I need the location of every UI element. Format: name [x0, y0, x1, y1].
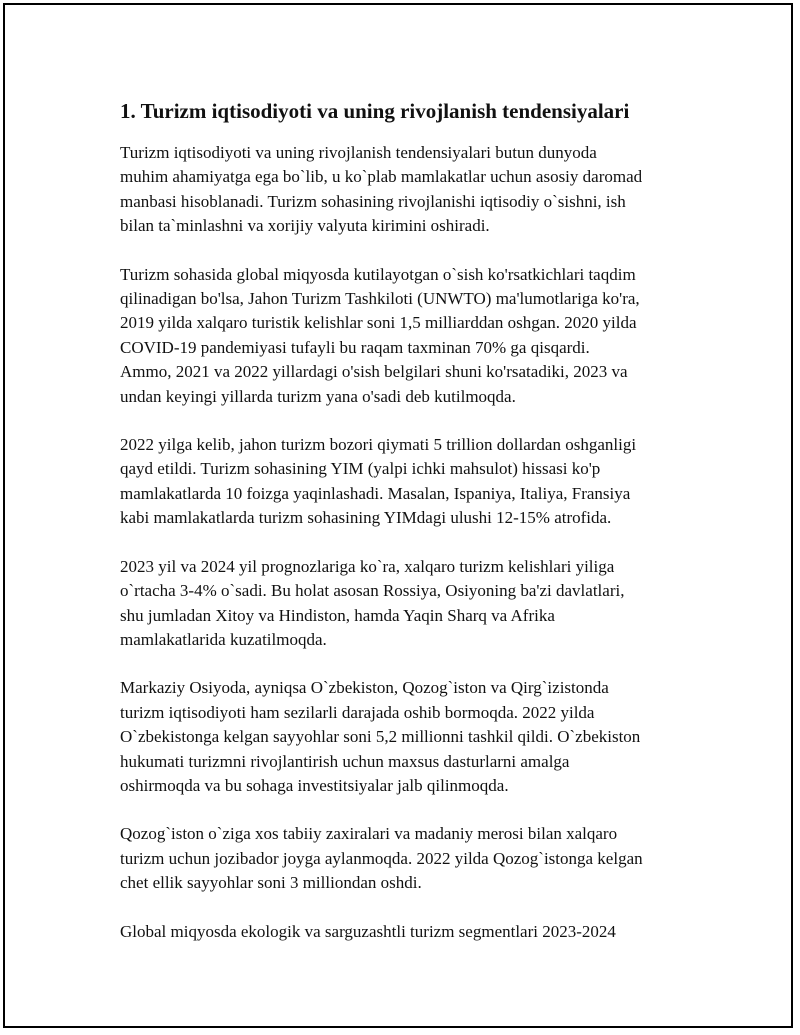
text-line: manbasi hisoblanadi. Turizm sohasining rivojlanishi iqtisodiy o`sishni, ish [120, 191, 626, 211]
text-line: qilinadigan bo'lsa, Jahon Turizm Tashkiloti (UNWTO) ma'lumotlariga ko'ra, [120, 289, 640, 309]
text-line: hukumati turizmni rivojlantirish uchun maxsus dasturlarni amalga [120, 751, 570, 771]
text-line: O`zbekistonga kelgan sayyohlar soni 5,2 millionni tashkil qildi. O`zbekiston [120, 727, 641, 747]
text-line: 2019 yilda xalqaro turistik kelishlar soni 1,5 milliarddan oshgan. 2020 yilda [120, 313, 637, 333]
text-line: undan keyingi yillarda turizm yana o'sadi deb kutilmoqda. [120, 386, 516, 406]
text-line: turizm uchun jozibador joyga aylanmoqda. 2022 yilda Qozog`istonga kelgan [120, 848, 643, 868]
text-line: mamlakatlarda 10 foizga yaqinlashadi. Masalan, Ispaniya, Italiya, Fransiya [120, 483, 631, 503]
document-page [3, 3, 793, 1028]
text-line: kabi mamlakatlarda turizm sohasining YIMdagi ulushi 12-15% atrofida. [120, 508, 612, 528]
text-line: turizm iqtisodiyoti ham sezilarli darajada oshib bormoqda. 2022 yilda [120, 702, 595, 722]
text-line: Turizm sohasida global miqyosda kutilayotgan o`sish ko'rsatkichlari taqdim [120, 264, 636, 284]
text-line: Global miqyosda ekologik va sarguzashtli turizm segmentlari 2023-2024 [120, 921, 616, 941]
paragraph-intro [120, 141, 700, 239]
text-line: muhim ahamiyatga ega bo`lib, u ko`plab mamlakatlar uchun asosiy daromad [120, 167, 643, 187]
text-line: shu jumladan Xitoy va Hindiston, hamda Yaqin Sharq va Afrika [120, 605, 555, 625]
text-line: 2023 yil va 2024 yil prognozlariga ko`ra, xalqaro turizm kelishlari yiliga [120, 556, 615, 576]
document-body [120, 97, 700, 968]
text-line: Ammo, 2021 va 2022 yillardagi o'sish belgilari shuni ko'rsatadiki, 2023 va [120, 362, 628, 382]
text-line: 2022 yilga kelib, jahon turizm bozori qiymati 5 trillion dollardan oshganligi [120, 435, 637, 455]
text-line: Qozog`iston o`ziga xos tabiiy zaxiralari va madaniy merosi bilan xalqaro [120, 824, 618, 844]
text-line: o`rtacha 3-4% o`sadi. Bu holat asosan Rossiya, Osiyoning ba'zi davlatlari, [120, 581, 625, 601]
text-line: bilan ta`minlashni va xorijiy valyuta kirimini oshiradi. [120, 216, 490, 236]
paragraph-central-asia [120, 676, 700, 798]
paragraph-eco-tourism [120, 920, 700, 944]
text-line: mamlakatlarida kuzatilmoqda. [120, 629, 327, 649]
section-heading: 1. Turizm iqtisodiyoti va uning rivojlanish tendensiyalari [120, 99, 630, 123]
text-line: Markaziy Osiyoda, ayniqsa O`zbekiston, Qozog`iston va Qirg`izistonda [120, 678, 609, 698]
paragraph-global-growth [120, 263, 700, 409]
text-line: qayd etildi. Turizm sohasining YIM (yalpi ichki mahsulot) hissasi ko'p [120, 459, 601, 479]
text-line: Turizm iqtisodiyoti va uning rivojlanish tendensiyalari butun dunyoda [120, 143, 597, 162]
paragraph-kazakhstan [120, 822, 700, 895]
paragraph-forecast [120, 555, 700, 653]
text-line: oshirmoqda va bu sohaga investitsiyalar jalb qilinmoqda. [120, 775, 509, 795]
text-line: COVID-19 pandemiyasi tufayli bu raqam taxminan 70% ga qisqardi. [120, 337, 590, 357]
paragraph-market-value [120, 433, 700, 531]
text-line: chet ellik sayyohlar soni 3 milliondan oshdi. [120, 873, 422, 893]
